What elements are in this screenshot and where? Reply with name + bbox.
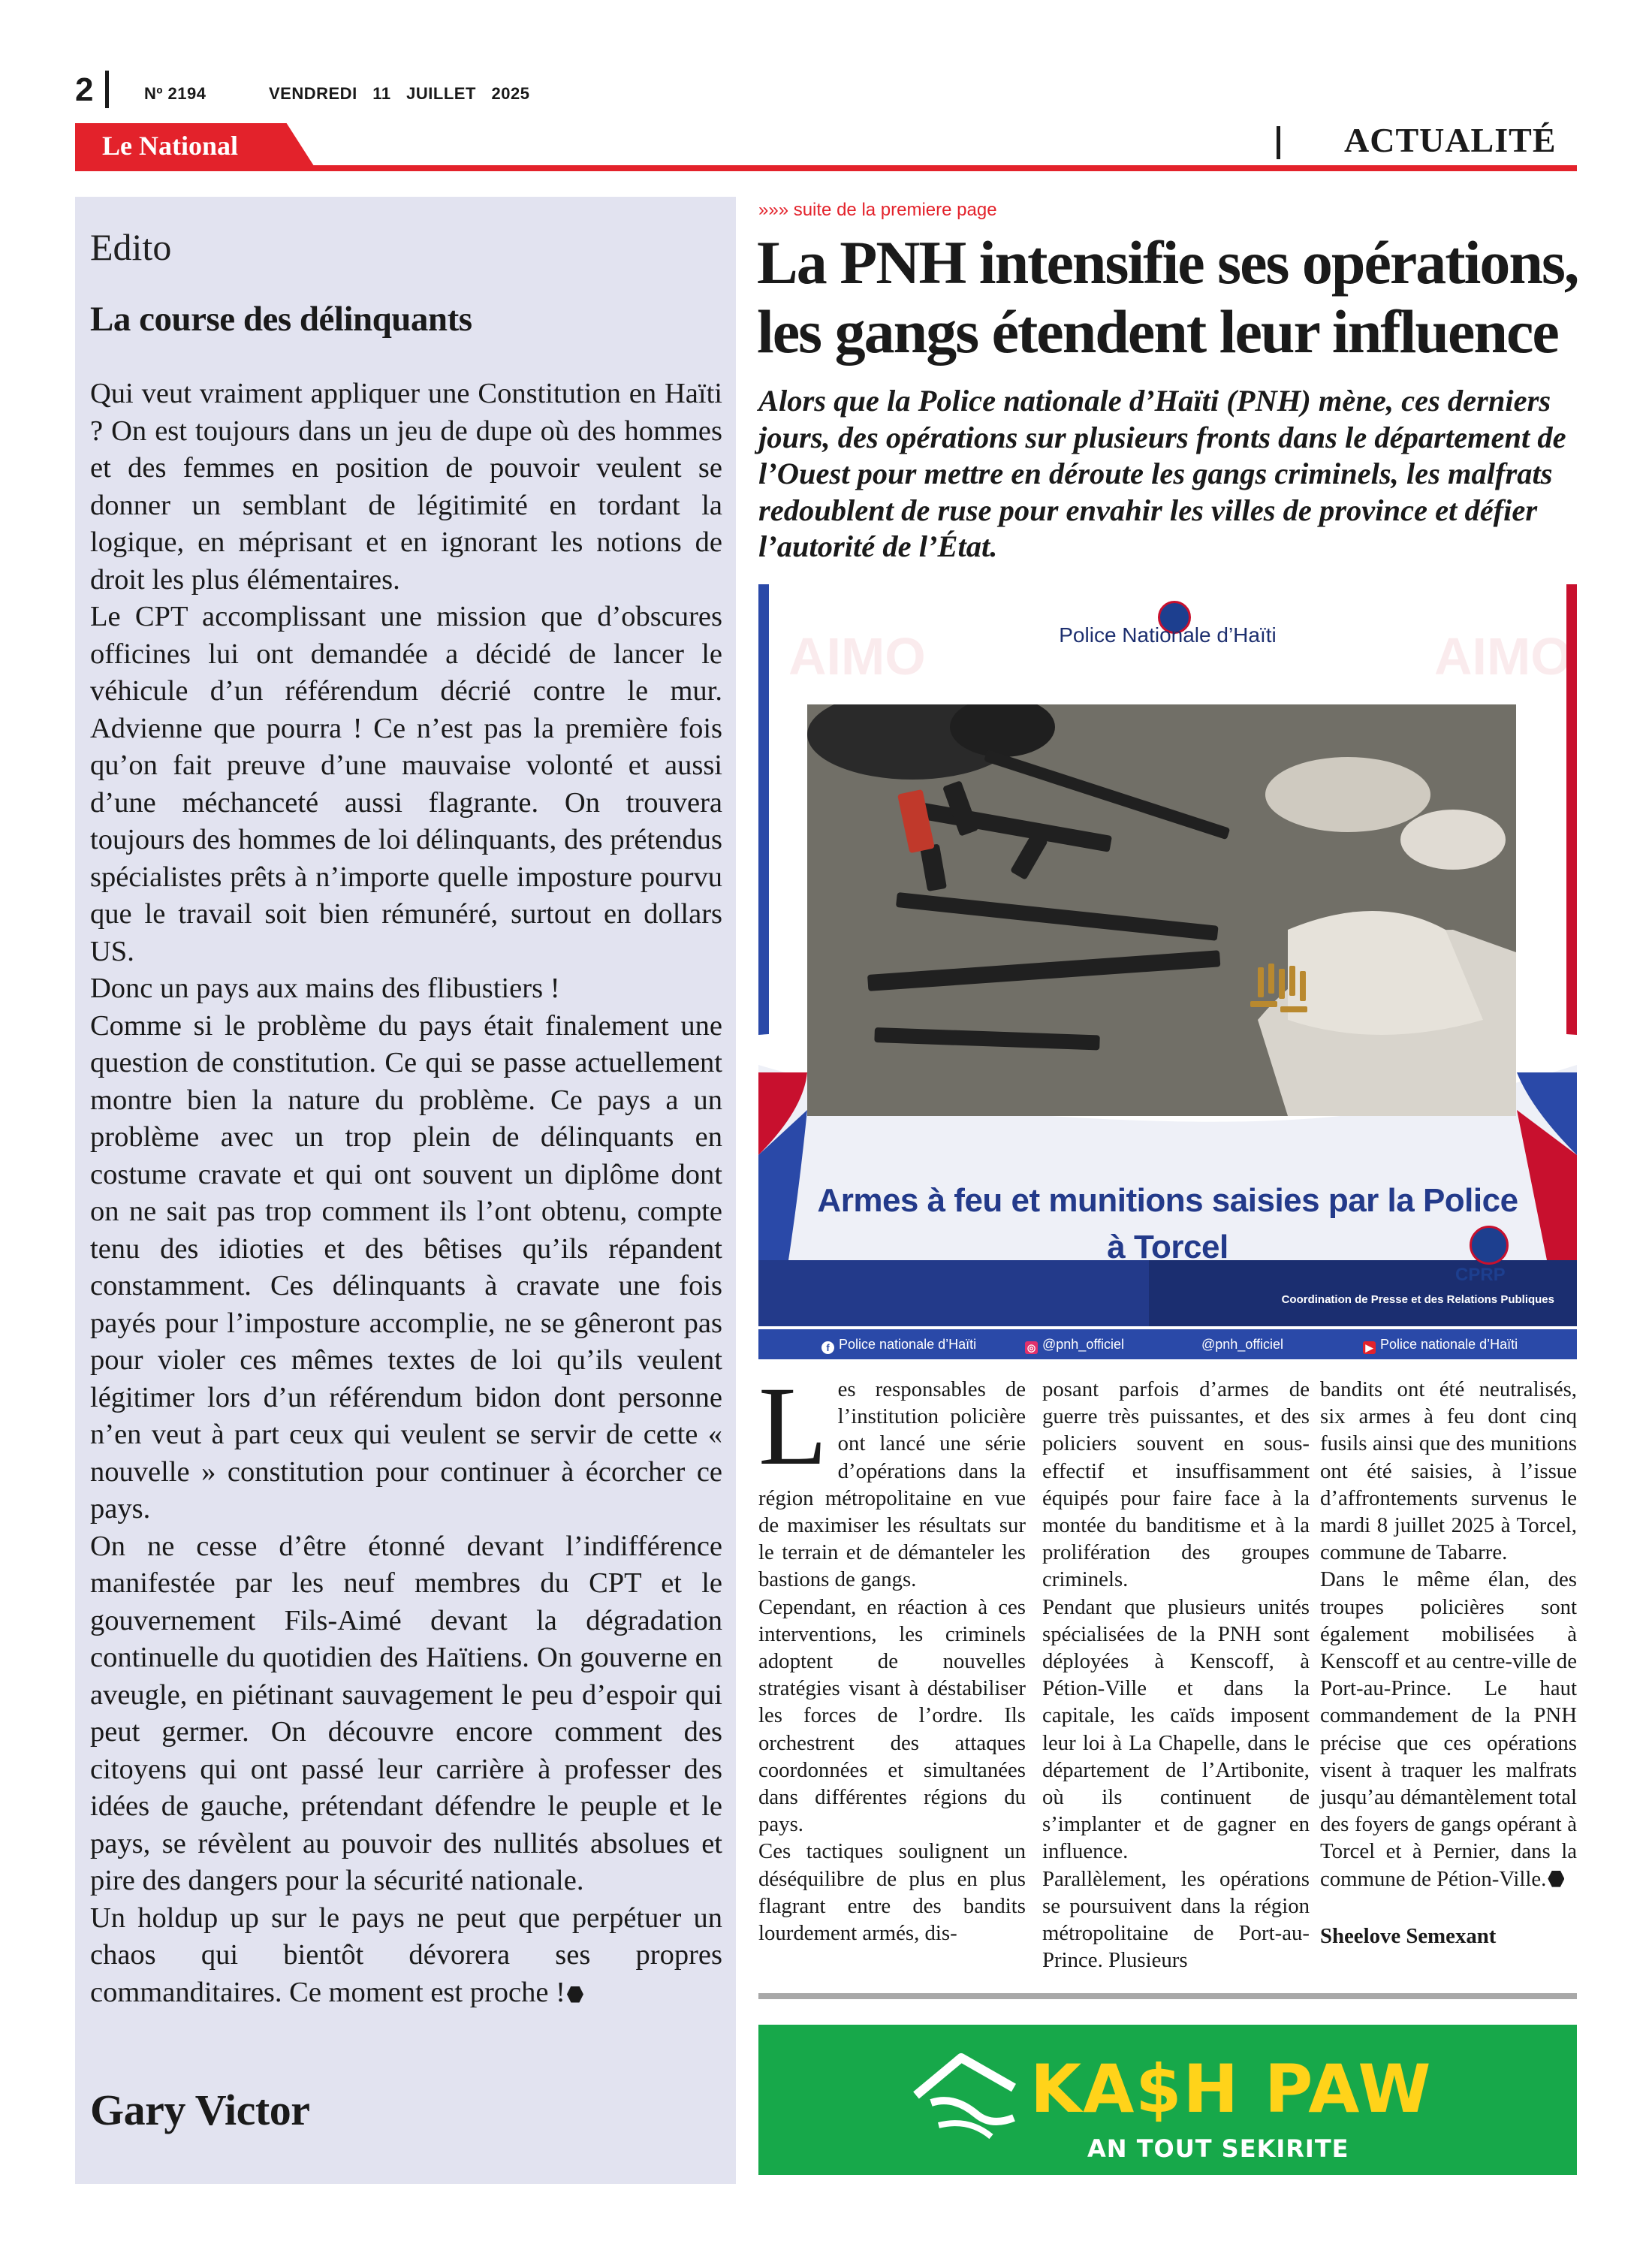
article-paragraph: posant parfois d’armes de guerre très puissantes, et des policiers souvent en sous-effectif et insuffisamment équipés pour faire face à la montée du banditisme et à la prolifération des groupes criminels. — [1042, 1377, 1310, 1592]
article-paragraph: Pendant que plusieurs unités spécialisées de la PNH sont déployées à Kenscoff, à Pétion-Ville et dans la capitale, les caïds imposent leur loi à La Chapelle, dans le département de l’Artibonite, où ils continuent de s’implanter et de gagner en influence. — [1042, 1594, 1310, 1864]
social-label: Police nationale d’Haïti — [839, 1337, 977, 1352]
headline-line: les gangs étendent leur influence — [757, 297, 1558, 366]
cprp-label: CPRP — [1455, 1265, 1506, 1285]
edito-title: La course des délinquants — [90, 300, 472, 339]
edito-paragraph: On ne cesse d’être étonné devant l’indifférence manifestée par les neuf membres du CPT et le gouvernement Fils-Aimé devant la dégradation continuelle du quotidien des Haïtiens. On gouverne en aveugle, en piétinant sauvagement le peu d’espoir qui peut germer. On découvre encore comment des citoyens qui ont passé leur carrière à professer des idées de gauche, prétendant défendre le peuple et le pays, se révèlent au pouvoir des nullités absolues et pire des dangers pour la sécurité nationale. — [90, 1530, 722, 1896]
issue-date: VENDREDI 11 JUILLET 2025 — [269, 84, 530, 103]
article-column-1 — [758, 1364, 1026, 1947]
article-divider — [758, 1993, 1577, 1999]
edito-author: Gary Victor — [90, 2086, 310, 2134]
facebook-icon: f — [821, 1341, 834, 1354]
article-paragraph: Dans le même élan, des troupes policières sont également mobilisées à Kenscoff et au centre-ville de Port-au-Prince. Le haut commandement de la PNH précise que ces opérations visent à traquer les malfrats jusqu’au démantèlement total des foyers de gangs opérant à Torcel et à Pernier, dans la commune de Pétion-Ville. — [1320, 1567, 1577, 1891]
section-divider — [1277, 126, 1280, 159]
social-label: @pnh_officiel — [1201, 1337, 1284, 1352]
header-rule — [75, 165, 1577, 171]
edito-paragraph-last — [90, 1900, 722, 2012]
article-column-2 — [1042, 1376, 1310, 1974]
continued-kicker[interactable]: »»» suite de la premiere page — [758, 200, 997, 220]
social-label: Police nationale d’Haïti — [1380, 1337, 1518, 1352]
article-photo — [758, 584, 1577, 1326]
article-paragraph: bandits ont été neutralisés, six armes à feu dont cinq fusils ainsi que des munitions ont été saisies, à l’issue d’affrontements survenus le mardi 8 juillet 2025 à Torcel, commune de Tabarre. — [1320, 1377, 1577, 1565]
headline-line: La PNH intensifie ses opérations, — [757, 228, 1578, 297]
edito-label: Edito — [90, 226, 172, 268]
article-paragraph: Parallèlement, les opérations se poursuivent dans la région métropolitaine de Port-au-Prince. Plusieurs — [1042, 1866, 1310, 1973]
end-mark-icon — [567, 1986, 583, 2003]
coordination-label: Coordination de Presse et des Relations Publiques — [1281, 1293, 1554, 1306]
article-paragraph-last — [1320, 1566, 1577, 1892]
edito-paragraph: Qui veut vraiment appliquer une Constitution en Haïti ? On est toujours dans un jeu de dupe où des hommes et des femmes en position de pouvoir veulent se donner un semblant de légitimité en tordant la logique, en méprisant et en ignorant les notions de droit les plus élémentaires. — [90, 378, 722, 596]
kash-paw-ad[interactable] — [758, 2025, 1577, 2175]
newspaper-brand: Le National — [102, 131, 239, 161]
instagram-icon: ◎ — [1025, 1341, 1038, 1354]
social-youtube[interactable] — [1363, 1337, 1518, 1354]
section-title: ACTUALITÉ — [1344, 121, 1557, 159]
social-instagram[interactable] — [1025, 1337, 1124, 1354]
article-headline — [757, 228, 1583, 366]
cprp-seal-icon — [1470, 1226, 1509, 1265]
photo-caption-line: Armes à feu et munitions saisies par la Police — [817, 1182, 1518, 1219]
article-lead: Alors que la Police nationale d’Haïti (PNH) mène, ces derniers jours, des opérations sur plusieurs fronts dans le département de l’Ouest pour mettre en déroute les gangs criminels, les malfrats redoublent de ruse pour envahir les villes de province et défier l’autorité de l’État. — [758, 384, 1566, 563]
svg-text:AIMO: AIMO — [788, 627, 926, 686]
edito-paragraph: Un holdup up sur le pays ne peut que perpétuer un chaos qui bientôt dévorera ses propres commanditaires. Ce moment est proche ! — [90, 1902, 722, 2008]
page-number: 2 — [75, 71, 94, 108]
seized-weapons-photo — [807, 704, 1516, 1116]
article-paragraph: Ces tactiques soulignent un déséquilibre de plus en plus flagrant entre des bandits lourdement armés, dis- — [758, 1839, 1026, 1946]
article-paragraph: Cependant, en réaction à ces interventions, les criminels adoptent de nouvelles stratégies visant à déstabiliser les forces de l’ordre. Ils orchestrent des attaques coordonnées et simultanées dans différentes régions du pays. — [758, 1594, 1026, 1837]
header-divider — [105, 71, 109, 108]
drop-cap: L — [758, 1364, 828, 1488]
svg-text:AIMO: AIMO — [1434, 627, 1572, 686]
end-mark-icon — [1548, 1871, 1564, 1887]
ad-brand: KA$H PAW — [1030, 2050, 1433, 2128]
social-x[interactable] — [1201, 1337, 1283, 1353]
youtube-icon: ▶ — [1363, 1341, 1376, 1354]
article-byline: Sheelove Semexant — [1320, 1923, 1497, 1948]
edito-paragraph: Comme si le problème du pays était finalement une question de constitution. Ce qui se passe actuellement montre bien la nature du problème. Ce pays a un problème avec un trop plein de délinquants en costume cravate et qui ont souvent un diplôme dont on ne sait pas trop comment ils l’ont obtenu, compte tenu des idioties et des bêtises qu’ils répandent constamment. Ces délinquants à cravate une fois payés pour l’imposture accomplie, ne se gêneront pas pour violer ces mêmes textes de loi qu’ils veulent légitimer lors d’un référendum bidon dont personne n’en veut à part ceux qui veulent se servir de cette « nouvelle » constitution pour continuer à écorcher ce pays. — [90, 1009, 722, 1525]
ad-slogan: AN TOUT SEKIRITE — [1087, 2134, 1349, 2163]
edito-body — [90, 376, 722, 2011]
edito-paragraph: Le CPT accomplissant une mission que d’obscures officines lui ont demandée a décidé de lancer le véhicule d’un référendum décrié contre le mur. Advienne que pourra ! Ce n’est pas la première fois qu’on fait preuve d’une mauvaise volonté et aussi d’une méchanceté aussi flagrante. On trouvera toujours des hommes de loi délinquants, des prétendus spécialistes prêts à n’importe quelle imposture pourvu que le travail soit bien rémunéré, surtout en dollars US. — [90, 601, 722, 967]
poster-org-name: Police Nationale d’Haïti — [1059, 623, 1277, 647]
photo-caption — [758, 1178, 1577, 1271]
photo-caption-line: à Torcel — [1107, 1229, 1228, 1265]
article-paragraph: es responsables de l’institution policière ont lancé une série d’opérations dans la région métropolitaine en vue de maximiser les résultats sur le terrain et de démanteler les bastions de gangs. — [758, 1377, 1026, 1592]
social-facebook[interactable] — [821, 1337, 976, 1354]
kash-paw-logo-icon — [909, 2043, 1021, 2155]
issue-number: Nº 2194 — [144, 84, 206, 103]
social-label: @pnh_officiel — [1042, 1337, 1125, 1352]
article-column-3 — [1320, 1376, 1577, 1950]
social-links-bar — [758, 1329, 1577, 1359]
edito-paragraph: Donc un pays aux mains des flibustiers ! — [90, 973, 560, 1004]
